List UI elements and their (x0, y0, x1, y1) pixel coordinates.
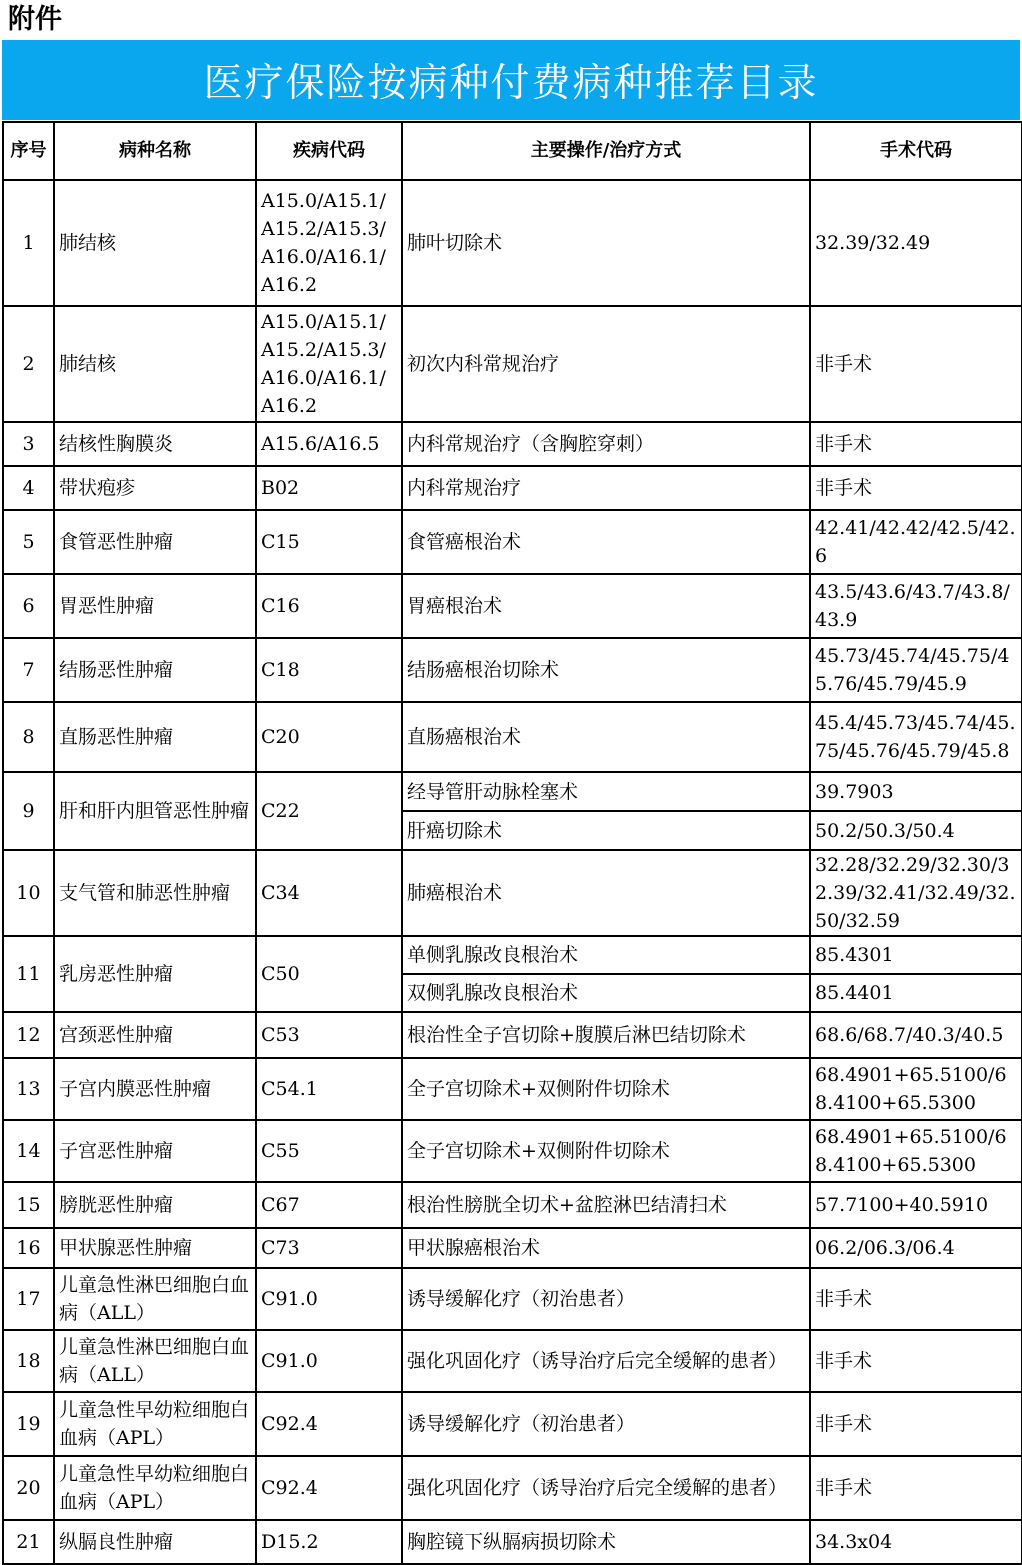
table-row (3, 1392, 1022, 1456)
surgery-code-cell: 非手术 (810, 1456, 1022, 1520)
treatment-cell: 初次内科常规治疗 (402, 306, 810, 422)
treatment-cell: 食管癌根治术 (402, 510, 810, 574)
seq-cell: 14 (3, 1120, 54, 1182)
surgery-code-cell: 39.7903 (810, 772, 1022, 811)
table-row (3, 1520, 1022, 1564)
seq-cell: 4 (3, 466, 54, 510)
disease-code-cell: C53 (256, 1012, 402, 1058)
seq-cell: 5 (3, 510, 54, 574)
treatment-cell: 经导管肝动脉栓塞术 (402, 772, 810, 811)
table-row (3, 306, 1022, 422)
surgery-code-cell: 42.41/42.42/42.5/42.6 (810, 510, 1022, 574)
treatment-cell: 全子宫切除术+双侧附件切除术 (402, 1120, 810, 1182)
surgery-code-cell: 45.4/45.73/45.74/45.75/45.76/45.79/45.8 (810, 702, 1022, 772)
header-disease-name: 病种名称 (54, 122, 256, 180)
table-row (3, 1182, 1022, 1228)
disease-code-cell: C15 (256, 510, 402, 574)
disease-name-cell: 肝和肝内胆管恶性肿瘤 (54, 772, 256, 850)
disease-name-cell: 宫颈恶性肿瘤 (54, 1012, 256, 1058)
seq-cell: 16 (3, 1228, 54, 1268)
table-row (3, 702, 1022, 772)
surgery-code-cell: 68.4901+65.5100/68.4100+65.5300 (810, 1120, 1022, 1182)
disease-code-cell: C91.0 (256, 1268, 402, 1330)
treatment-cell: 肺癌根治术 (402, 850, 810, 936)
disease-name-cell: 乳房恶性肿瘤 (54, 936, 256, 1012)
table-row (3, 638, 1022, 702)
disease-code-cell: C34 (256, 850, 402, 936)
seq-cell: 3 (3, 422, 54, 466)
surgery-code-cell: 06.2/06.3/06.4 (810, 1228, 1022, 1268)
attachment-label: 附件 (8, 4, 62, 35)
treatment-cell: 强化巩固化疗（诱导治疗后完全缓解的患者） (402, 1330, 810, 1392)
treatment-cell: 结肠癌根治切除术 (402, 638, 810, 702)
table-row (3, 936, 1022, 974)
treatment-cell: 肺叶切除术 (402, 180, 810, 306)
seq-cell: 10 (3, 850, 54, 936)
table-row (3, 1120, 1022, 1182)
seq-cell: 11 (3, 936, 54, 1012)
catalog-title: 医疗保险按病种付费病种推荐目录 (203, 61, 819, 106)
disease-name-cell: 肺结核 (54, 306, 256, 422)
treatment-cell: 强化巩固化疗（诱导治疗后完全缓解的患者） (402, 1456, 810, 1520)
disease-code-cell: C18 (256, 638, 402, 702)
surgery-code-cell: 32.39/32.49 (810, 180, 1022, 306)
disease-name-cell: 支气管和肺恶性肿瘤 (54, 850, 256, 936)
treatment-cell: 全子宫切除术+双侧附件切除术 (402, 1058, 810, 1120)
disease-name-cell: 子宫内膜恶性肿瘤 (54, 1058, 256, 1120)
table-row (3, 1012, 1022, 1058)
disease-code-cell: C55 (256, 1120, 402, 1182)
disease-code-cell: C67 (256, 1182, 402, 1228)
table-row (3, 1456, 1022, 1520)
disease-code-cell: A15.0/A15.1/A15.2/A15.3/A16.0/A16.1/A16.2 (256, 180, 402, 306)
disease-name-cell: 儿童急性早幼粒细胞白血病（APL） (54, 1456, 256, 1520)
treatment-cell: 单侧乳腺改良根治术 (402, 936, 810, 974)
seq-cell: 20 (3, 1456, 54, 1520)
treatment-cell: 双侧乳腺改良根治术 (402, 974, 810, 1012)
table-row (3, 422, 1022, 466)
table-row (3, 772, 1022, 811)
seq-cell: 8 (3, 702, 54, 772)
surgery-code-cell: 34.3x04 (810, 1520, 1022, 1564)
table-row (3, 1058, 1022, 1120)
treatment-cell: 根治性全子宫切除+腹膜后淋巴结切除术 (402, 1012, 810, 1058)
table-row (3, 1268, 1022, 1330)
seq-cell: 12 (3, 1012, 54, 1058)
treatment-cell: 诱导缓解化疗（初治患者） (402, 1392, 810, 1456)
disease-code-cell: C73 (256, 1228, 402, 1268)
treatment-cell: 胃癌根治术 (402, 574, 810, 638)
surgery-code-cell: 68.4901+65.5100/68.4100+65.5300 (810, 1058, 1022, 1120)
disease-catalog-table (2, 121, 1022, 1565)
treatment-cell: 内科常规治疗 (402, 466, 810, 510)
disease-name-cell: 儿童急性早幼粒细胞白血病（APL） (54, 1392, 256, 1456)
surgery-code-cell: 57.7100+40.5910 (810, 1182, 1022, 1228)
surgery-code-cell: 非手术 (810, 1392, 1022, 1456)
table-row (3, 180, 1022, 306)
surgery-code-cell: 32.28/32.29/32.30/32.39/32.41/32.49/32.50/32.59 (810, 850, 1022, 936)
seq-cell: 13 (3, 1058, 54, 1120)
disease-code-cell: C92.4 (256, 1392, 402, 1456)
treatment-cell: 根治性膀胱全切术+盆腔淋巴结清扫术 (402, 1182, 810, 1228)
disease-code-cell: A15.6/A16.5 (256, 422, 402, 466)
header-treatment: 主要操作/治疗方式 (402, 122, 810, 180)
disease-name-cell: 儿童急性淋巴细胞白血病（ALL） (54, 1268, 256, 1330)
disease-name-cell: 胃恶性肿瘤 (54, 574, 256, 638)
seq-cell: 19 (3, 1392, 54, 1456)
treatment-cell: 肝癌切除术 (402, 811, 810, 850)
disease-name-cell: 纵膈良性肿瘤 (54, 1520, 256, 1564)
surgery-code-cell: 非手术 (810, 422, 1022, 466)
table-row (3, 850, 1022, 936)
surgery-code-cell: 非手术 (810, 306, 1022, 422)
disease-name-cell: 结肠恶性肿瘤 (54, 638, 256, 702)
surgery-code-cell: 85.4301 (810, 936, 1022, 974)
surgery-code-cell: 非手术 (810, 466, 1022, 510)
surgery-code-cell: 85.4401 (810, 974, 1022, 1012)
disease-name-cell: 膀胱恶性肿瘤 (54, 1182, 256, 1228)
table-row (3, 510, 1022, 574)
catalog-title-banner (2, 40, 1020, 120)
table-header-row (3, 122, 1022, 180)
surgery-code-cell: 43.5/43.6/43.7/43.8/43.9 (810, 574, 1022, 638)
disease-name-cell: 结核性胸膜炎 (54, 422, 256, 466)
disease-name-cell: 带状疱疹 (54, 466, 256, 510)
header-surgery-code: 手术代码 (810, 122, 1022, 180)
seq-cell: 6 (3, 574, 54, 638)
table-row (3, 1228, 1022, 1268)
disease-name-cell: 儿童急性淋巴细胞白血病（ALL） (54, 1330, 256, 1392)
disease-name-cell: 甲状腺恶性肿瘤 (54, 1228, 256, 1268)
disease-name-cell: 肺结核 (54, 180, 256, 306)
treatment-cell: 直肠癌根治术 (402, 702, 810, 772)
disease-code-cell: C54.1 (256, 1058, 402, 1120)
disease-name-cell: 直肠恶性肿瘤 (54, 702, 256, 772)
treatment-cell: 甲状腺癌根治术 (402, 1228, 810, 1268)
disease-code-cell: D15.2 (256, 1520, 402, 1564)
disease-name-cell: 子宫恶性肿瘤 (54, 1120, 256, 1182)
surgery-code-cell: 45.73/45.74/45.75/45.76/45.79/45.9 (810, 638, 1022, 702)
disease-code-cell: C22 (256, 772, 402, 850)
table-row (3, 574, 1022, 638)
header-disease-code: 疾病代码 (256, 122, 402, 180)
treatment-cell: 诱导缓解化疗（初治患者） (402, 1268, 810, 1330)
seq-cell: 7 (3, 638, 54, 702)
seq-cell: 2 (3, 306, 54, 422)
header-seq: 序号 (3, 122, 54, 180)
disease-code-cell: A15.0/A15.1/A15.2/A15.3/A16.0/A16.1/A16.2 (256, 306, 402, 422)
table-body (3, 180, 1022, 1564)
seq-cell: 1 (3, 180, 54, 306)
seq-cell: 18 (3, 1330, 54, 1392)
surgery-code-cell: 非手术 (810, 1330, 1022, 1392)
surgery-code-cell: 非手术 (810, 1268, 1022, 1330)
disease-name-cell: 食管恶性肿瘤 (54, 510, 256, 574)
disease-code-cell: C91.0 (256, 1330, 402, 1392)
surgery-code-cell: 68.6/68.7/40.3/40.5 (810, 1012, 1022, 1058)
seq-cell: 21 (3, 1520, 54, 1564)
disease-code-cell: B02 (256, 466, 402, 510)
seq-cell: 17 (3, 1268, 54, 1330)
disease-code-cell: C16 (256, 574, 402, 638)
table-row (3, 1330, 1022, 1392)
disease-code-cell: C92.4 (256, 1456, 402, 1520)
seq-cell: 15 (3, 1182, 54, 1228)
treatment-cell: 胸腔镜下纵膈病损切除术 (402, 1520, 810, 1564)
disease-code-cell: C50 (256, 936, 402, 1012)
surgery-code-cell: 50.2/50.3/50.4 (810, 811, 1022, 850)
treatment-cell: 内科常规治疗（含胸腔穿刺） (402, 422, 810, 466)
disease-code-cell: C20 (256, 702, 402, 772)
table-row (3, 466, 1022, 510)
seq-cell: 9 (3, 772, 54, 850)
